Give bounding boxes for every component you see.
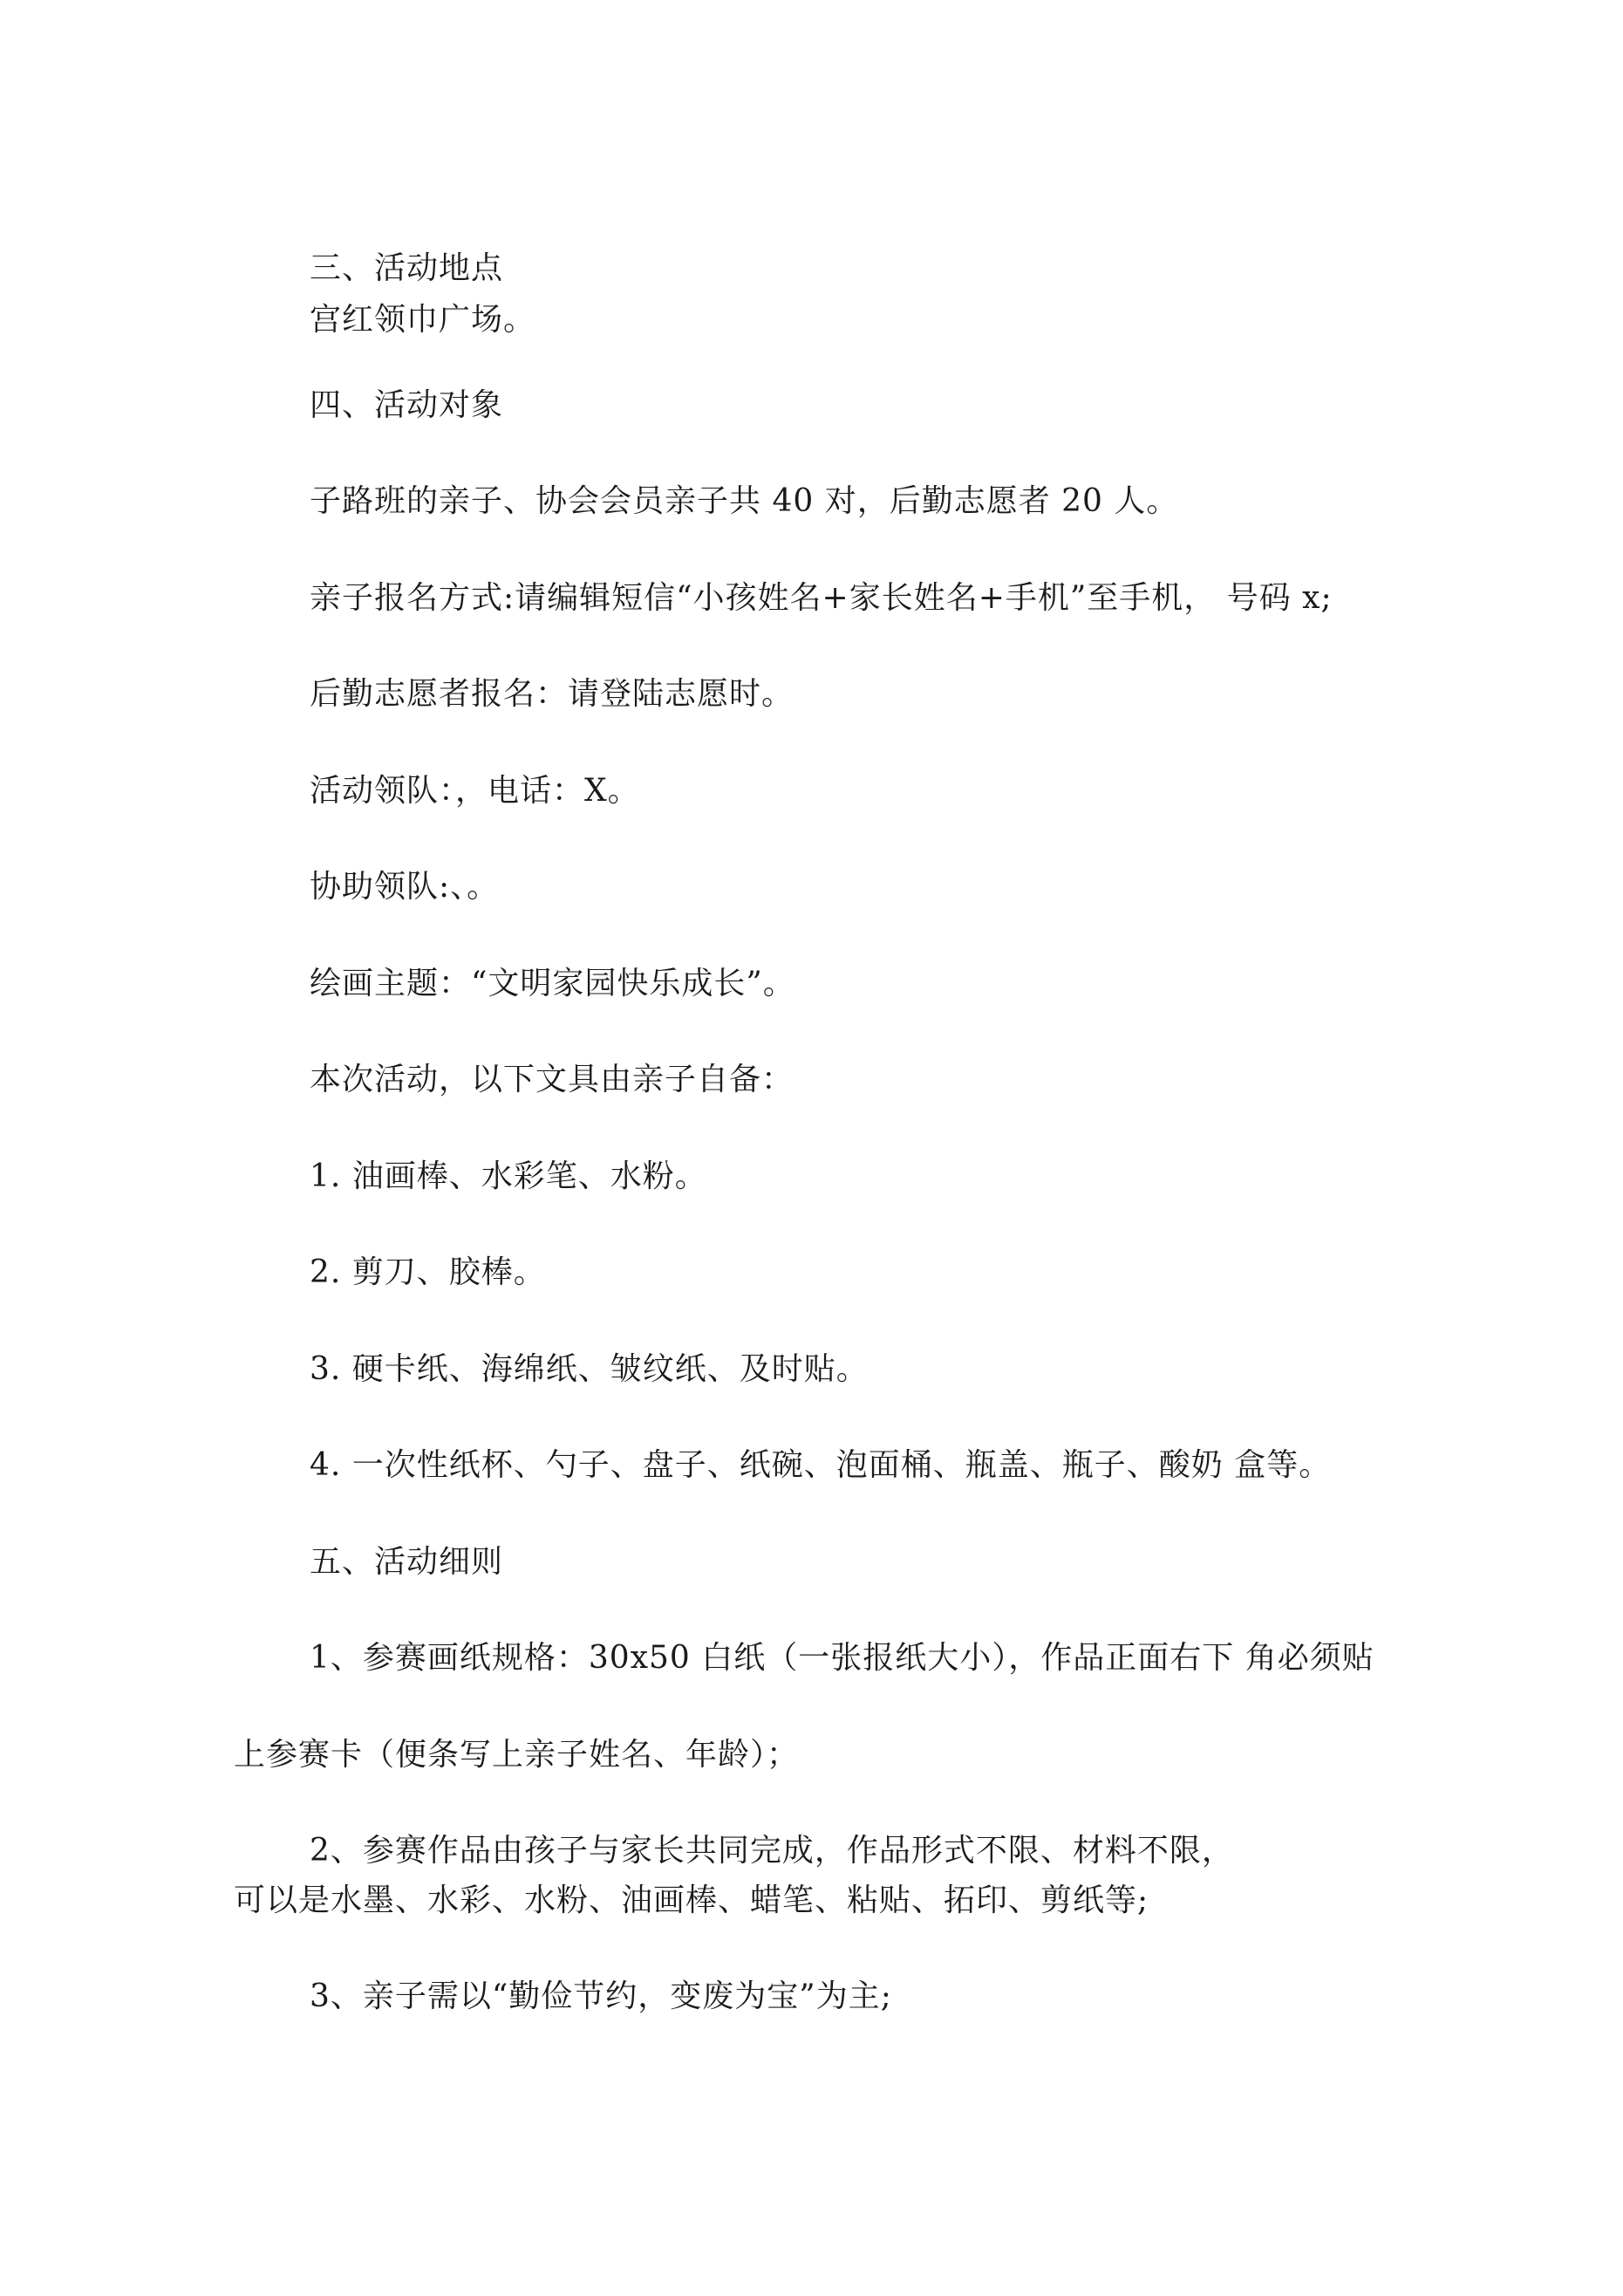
section-heading-location: 三、活动地点 [310, 250, 504, 286]
rule-3: 3、亲子需以“勤俭节约，变废为宝”为主; [310, 1978, 892, 2014]
rule-2-line-1: 2、参赛作品由孩子与家长共同完成，作品形式不限、材料不限， [310, 1833, 1234, 1869]
supplies-item-3: 3. 硬卡纸、海绵纸、皱纹纸、及时贴。 [310, 1351, 869, 1387]
registration-method: 亲子报名方式:请编辑短信“小孩姓名+家长姓名+手机”至手机， 号码 x; [310, 580, 1333, 616]
supplies-item-2: 2. 剪刀、胶棒。 [310, 1254, 546, 1290]
rule-2-line-2: 可以是水墨、水彩、水粉、油画棒、蜡笔、粘贴、拓印、剪纸等; [234, 1883, 1149, 1918]
rule-1-line-2: 上参赛卡（便条写上亲子姓名、年龄）； [234, 1737, 800, 1773]
supplies-item-4: 4. 一次性纸杯、勺子、盘子、纸碗、泡面桶、瓶盖、瓶子、酸奶 盒等。 [310, 1447, 1332, 1483]
rule-1-line-1: 1、参赛画纸规格：30x50 白纸（一张报纸大小），作品正面右下 角必须贴 [310, 1640, 1374, 1676]
drawing-theme: 绘画主题：“文明家园快乐成长”。 [310, 966, 795, 1001]
section-heading-rules: 五、活动细则 [310, 1544, 504, 1580]
supplies-item-1: 1. 油画棒、水彩笔、水粉。 [310, 1158, 707, 1194]
audience-text: 子路班的亲子、协会会员亲子共 40 对，后勤志愿者 20 人。 [310, 483, 1179, 519]
team-leader: 活动领队：，电话：X。 [310, 773, 640, 809]
location-text: 宫红领巾广场。 [310, 302, 536, 338]
assistant-leader: 协助领队:、。 [310, 869, 500, 905]
section-heading-audience: 四、活动对象 [310, 387, 504, 423]
supplies-intro: 本次活动，以下文具由亲子自备： [310, 1062, 794, 1097]
volunteer-registration: 后勤志愿者报名：请登陆志愿时。 [310, 676, 794, 712]
